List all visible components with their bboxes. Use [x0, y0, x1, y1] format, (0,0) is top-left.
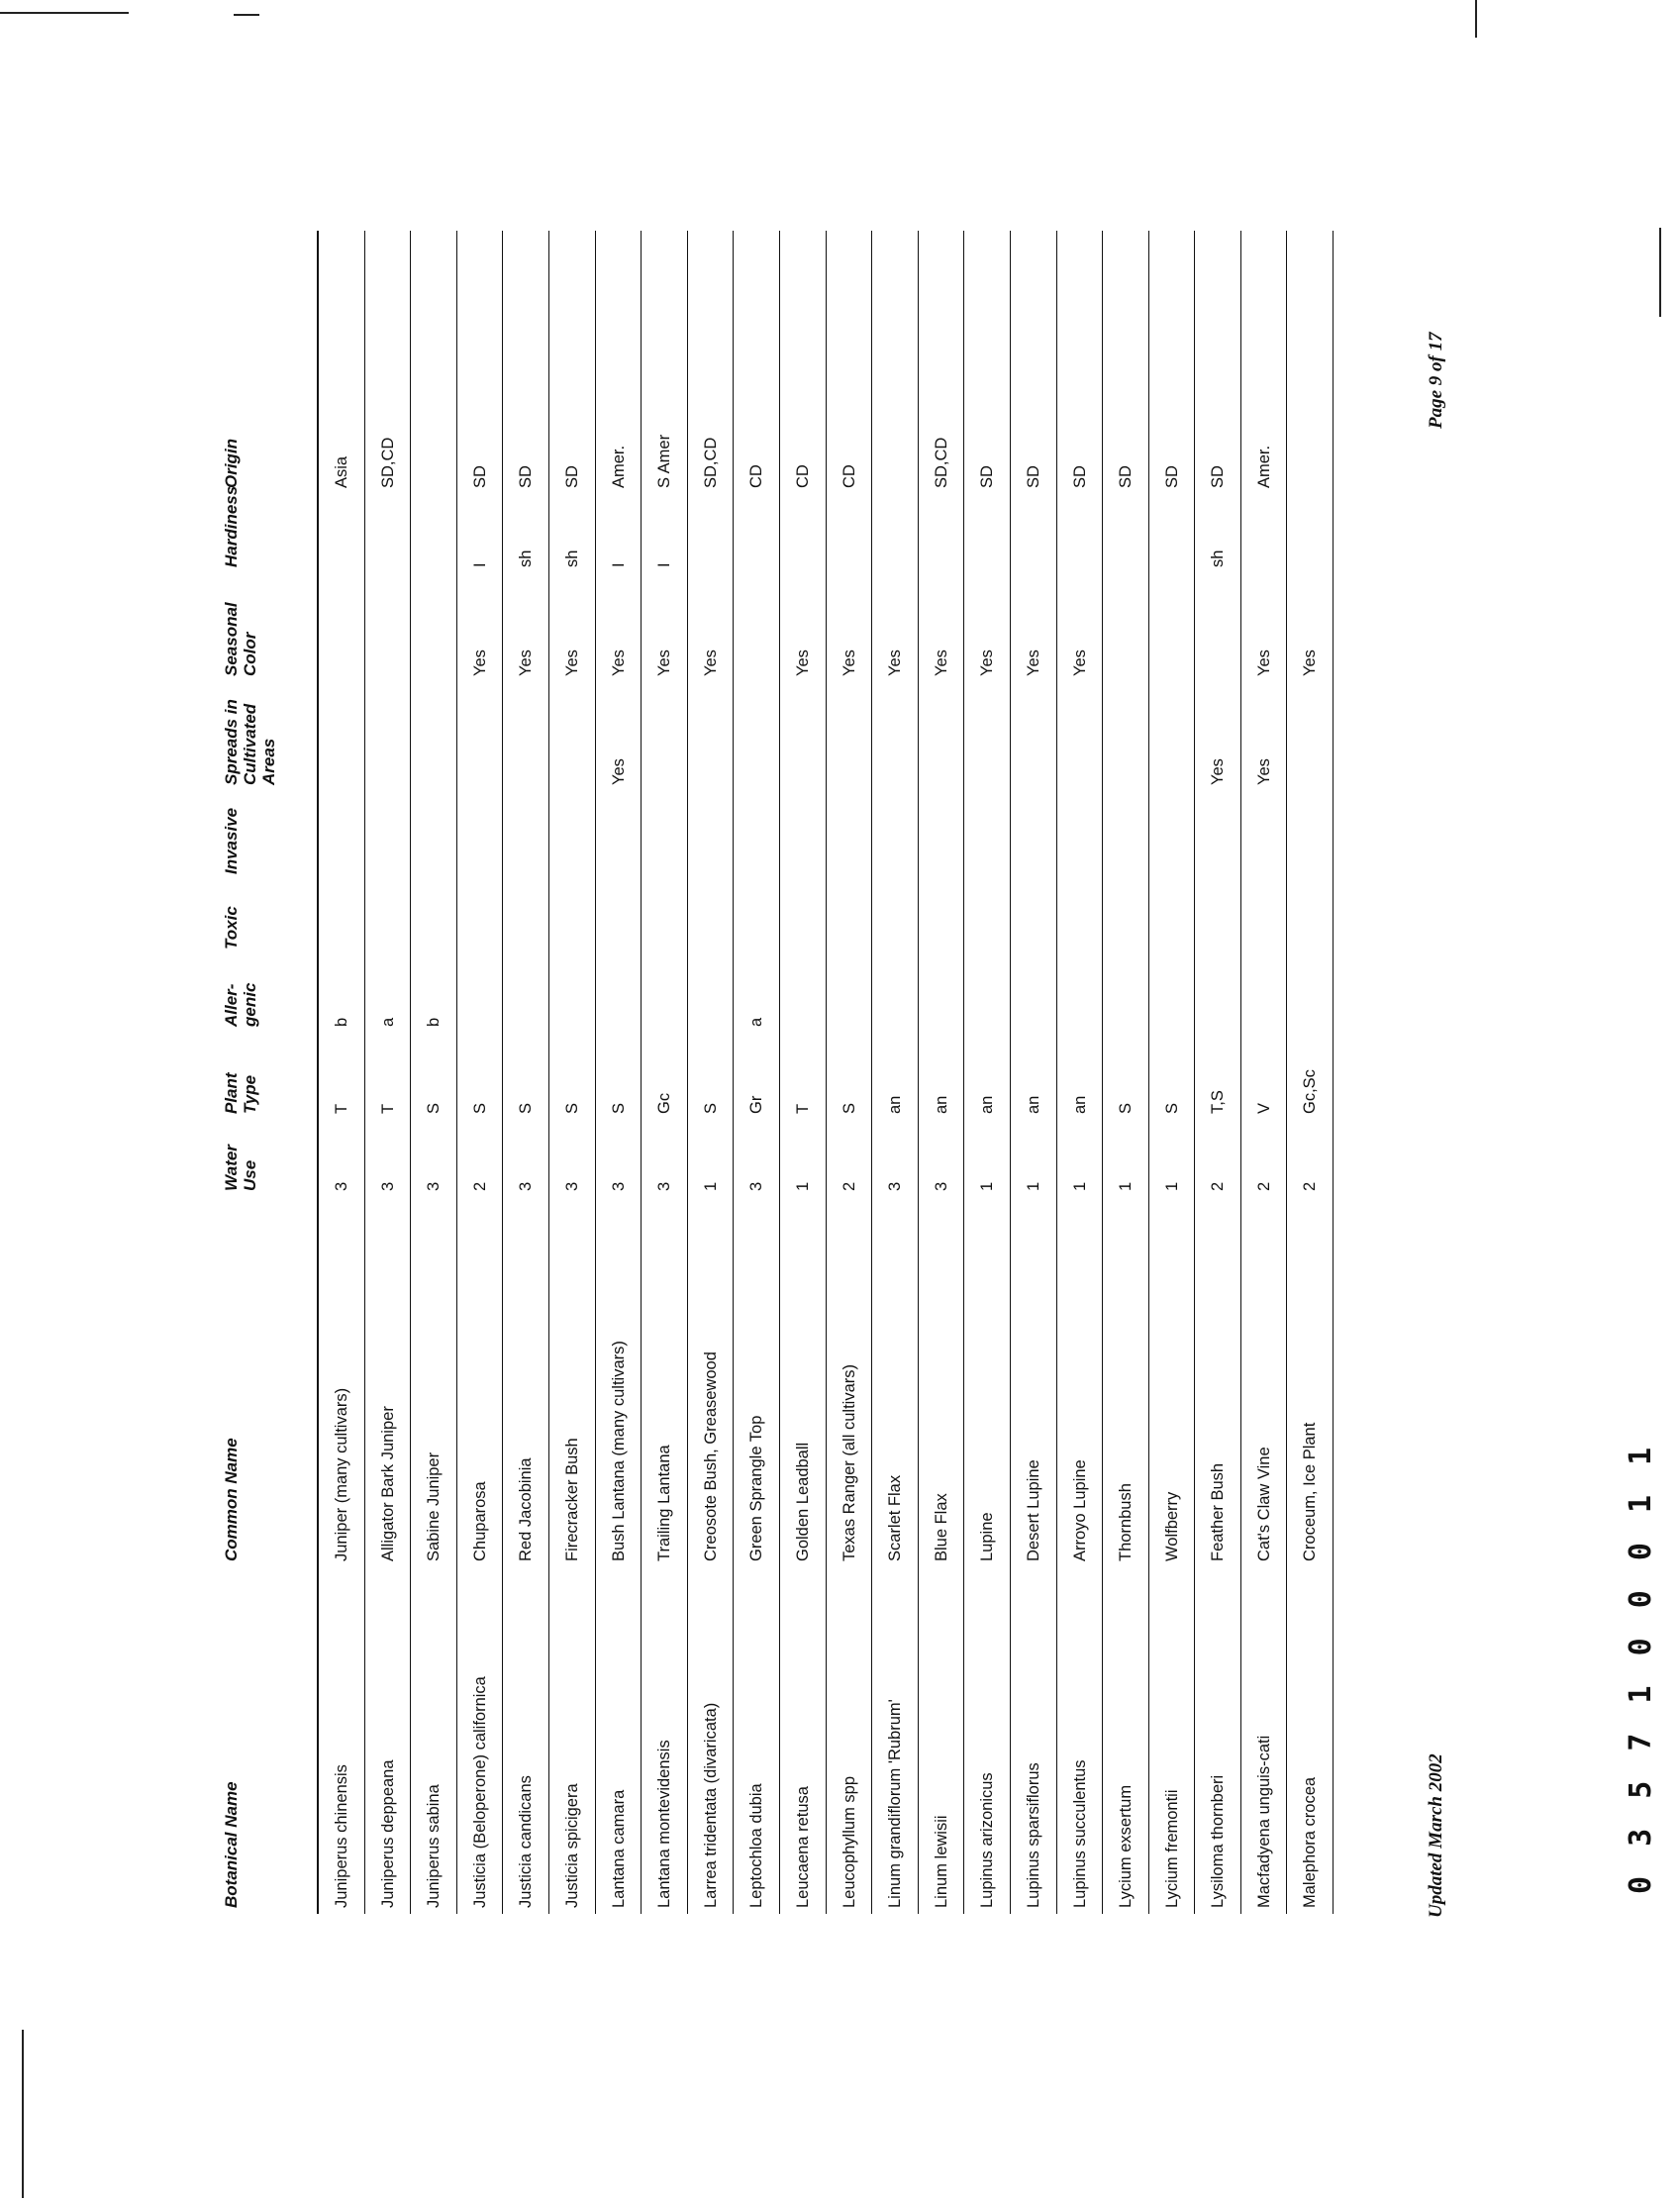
cell-hardiness: sh — [1209, 550, 1228, 567]
cell-water-use: 1 — [1024, 1181, 1042, 1191]
cell-common-name: Feather Bush — [1209, 1462, 1228, 1561]
cell-spreads: Yes — [1209, 758, 1228, 785]
cell-common-name: Scarlet Flax — [886, 1474, 905, 1561]
table-row — [919, 231, 965, 1914]
cell-origin: SD — [1070, 465, 1089, 488]
cell-common-name: Creosote Bush, Greasewood — [701, 1351, 720, 1561]
header-toxic: Toxic — [222, 906, 241, 950]
cell-common-name: Blue Flax — [932, 1493, 950, 1561]
cell-allergenic: b — [425, 1017, 444, 1027]
cell-water-use: 1 — [978, 1181, 997, 1191]
table-row — [1195, 231, 1241, 1914]
cell-hardiness: I — [655, 562, 674, 567]
table-row — [964, 231, 1011, 1914]
header-common: Common Name — [222, 1438, 241, 1561]
cell-botanical-name: Macfadyena unguis-cati — [1254, 1735, 1273, 1908]
cell-origin: SD — [1209, 465, 1228, 488]
header-allergenic: Aller- genic — [222, 982, 259, 1027]
cell-plant-type: Gc — [655, 1092, 674, 1114]
cell-allergenic: b — [333, 1017, 350, 1027]
table-header — [210, 231, 319, 1914]
cell-botanical-name: Justicia candicans — [517, 1775, 536, 1908]
cell-botanical-name: Lycium fremontii — [1162, 1789, 1181, 1908]
cell-botanical-name: Larrea tridentata (divaricata) — [701, 1702, 720, 1908]
table-row — [365, 231, 412, 1914]
cell-water-use: 1 — [1162, 1181, 1181, 1191]
cell-water-use: 3 — [886, 1181, 905, 1191]
cell-botanical-name: Malephora crocea — [1301, 1776, 1320, 1908]
cell-seasonal-color: Yes — [562, 650, 581, 676]
document-stamp: 0 3 5 7 1 0 0 0 1 1 — [1624, 1441, 1658, 1894]
header-hardiness: Hardiness — [222, 485, 241, 567]
table-row — [780, 231, 827, 1914]
cell-water-use: 2 — [1209, 1181, 1228, 1191]
table-row — [1057, 231, 1104, 1914]
cell-origin: SD — [517, 465, 536, 488]
cell-origin: CD — [840, 464, 858, 488]
cell-origin: SD — [978, 465, 997, 488]
cell-botanical-name: Lantana camara — [609, 1789, 628, 1908]
cell-origin: SD,CD — [378, 437, 397, 488]
cell-common-name: Thornbush — [1117, 1483, 1136, 1561]
cell-plant-type: S — [470, 1102, 489, 1114]
cell-plant-type: S — [517, 1102, 536, 1114]
cell-seasonal-color: Yes — [886, 650, 905, 676]
cell-hardiness: I — [470, 562, 489, 567]
cell-water-use: 3 — [378, 1181, 397, 1191]
cell-common-name: Trailing Lantana — [655, 1445, 674, 1561]
cell-allergenic: a — [378, 1017, 397, 1027]
cell-water-use: 3 — [609, 1181, 628, 1191]
cell-origin: SD,CD — [701, 437, 720, 488]
cell-seasonal-color: Yes — [978, 650, 997, 676]
cell-water-use: 2 — [1301, 1181, 1320, 1191]
cell-water-use: 3 — [333, 1181, 350, 1191]
cell-origin: Amer. — [1254, 445, 1273, 488]
cell-plant-type: S — [609, 1102, 628, 1114]
cell-hardiness: sh — [562, 550, 581, 567]
cell-water-use: 1 — [793, 1181, 812, 1191]
cell-origin: Asia — [333, 455, 350, 488]
cell-common-name: Wolfberry — [1162, 1491, 1181, 1561]
cell-botanical-name: Linum lewisii — [932, 1815, 950, 1908]
cell-seasonal-color: Yes — [517, 650, 536, 676]
cell-common-name: Firecracker Bush — [562, 1438, 581, 1561]
cell-plant-type: T — [793, 1103, 812, 1114]
cell-plant-type: T,S — [1209, 1090, 1228, 1114]
cell-botanical-name: Leucaena retusa — [793, 1786, 812, 1908]
updated-date: Updated March 2002 — [1426, 1753, 1446, 1918]
cell-botanical-name: Lupinus sparsiflorus — [1024, 1762, 1042, 1908]
cell-water-use: 2 — [840, 1181, 858, 1191]
table-row — [503, 231, 549, 1914]
cell-plant-type: S — [1117, 1102, 1136, 1114]
table-row — [411, 231, 457, 1914]
cell-common-name: Desert Lupine — [1024, 1459, 1042, 1561]
table-row — [734, 231, 780, 1914]
cell-seasonal-color: Yes — [1024, 650, 1042, 676]
cell-water-use: 3 — [425, 1181, 444, 1191]
cell-common-name: Cat's Claw Vine — [1254, 1447, 1273, 1561]
cell-plant-type: Gc,Sc — [1301, 1069, 1320, 1114]
cell-seasonal-color: Yes — [793, 650, 812, 676]
cell-water-use: 3 — [747, 1181, 766, 1191]
table-row — [872, 231, 919, 1914]
cell-common-name: Arroyo Lupine — [1070, 1459, 1089, 1561]
cell-water-use: 3 — [932, 1181, 950, 1191]
cell-common-name: Juniper (many cultivars) — [333, 1387, 350, 1561]
cell-water-use: 3 — [562, 1181, 581, 1191]
cell-botanical-name: Lycium exsertum — [1117, 1784, 1136, 1908]
cell-botanical-name: Juniperus sabina — [425, 1784, 444, 1908]
header-seasonal: Seasonal Color — [222, 602, 259, 676]
cell-botanical-name: Lupinus succulentus — [1070, 1759, 1089, 1908]
table-row — [688, 231, 735, 1914]
cell-botanical-name: Juniperus deppeana — [378, 1759, 397, 1908]
header-water: Water Use — [222, 1145, 259, 1191]
cell-botanical-name: Juniperus chinensis — [333, 1764, 350, 1908]
cell-botanical-name: Lupinus arizonicus — [978, 1772, 997, 1908]
cell-botanical-name: Justicia spicigera — [562, 1783, 581, 1908]
cell-seasonal-color: Yes — [470, 650, 489, 676]
cell-origin: Amer. — [609, 445, 628, 488]
cell-common-name: Green Sprangle Top — [747, 1415, 766, 1561]
cell-common-name: Texas Ranger (all cultivars) — [840, 1364, 858, 1561]
cell-common-name: Chuparosa — [470, 1481, 489, 1561]
cell-origin: S Amer — [655, 434, 674, 488]
cell-origin: SD — [1024, 465, 1042, 488]
cell-seasonal-color: Yes — [932, 650, 950, 676]
cell-plant-type: V — [1254, 1102, 1273, 1114]
cell-plant-type: Gr — [747, 1095, 766, 1114]
cell-spreads: Yes — [609, 758, 628, 785]
cell-water-use: 1 — [1070, 1181, 1089, 1191]
cell-water-use: 1 — [701, 1181, 720, 1191]
cell-plant-type: an — [932, 1095, 950, 1114]
cell-plant-type: S — [425, 1102, 444, 1114]
cell-botanical-name: Lysiloma thornberi — [1209, 1774, 1228, 1908]
header-spreads: Spreads in Cultivated Areas — [222, 699, 278, 785]
header-invasive: Invasive — [222, 807, 241, 874]
table-row — [457, 231, 504, 1914]
cell-common-name: Croceum, Ice Plant — [1301, 1422, 1320, 1561]
table-row — [549, 231, 596, 1914]
cell-seasonal-color: Yes — [1254, 650, 1273, 676]
cell-origin: CD — [793, 464, 812, 488]
cell-allergenic: a — [747, 1017, 766, 1027]
cell-common-name: Sabine Juniper — [425, 1451, 444, 1561]
cell-botanical-name: Leucophyllum spp — [840, 1776, 858, 1908]
cell-common-name: Lupine — [978, 1512, 997, 1561]
header-origin: Origin — [222, 438, 241, 488]
cell-seasonal-color: Yes — [840, 650, 858, 676]
cell-hardiness: sh — [517, 550, 536, 567]
cell-plant-type: S — [701, 1102, 720, 1114]
cell-botanical-name: Justicia (Beloperone) californica — [470, 1676, 489, 1908]
table-row — [319, 231, 365, 1914]
cell-water-use: 2 — [470, 1181, 489, 1191]
cell-plant-type: S — [1162, 1102, 1181, 1114]
cell-seasonal-color: Yes — [655, 650, 674, 676]
table-body — [319, 231, 1334, 1914]
cell-botanical-name: Linum grandiflorum 'Rubrum' — [886, 1699, 905, 1908]
cell-seasonal-color: Yes — [609, 650, 628, 676]
cell-water-use: 2 — [1254, 1181, 1273, 1191]
cell-botanical-name: Leptochloa dubia — [747, 1783, 766, 1908]
cell-origin: SD — [1117, 465, 1136, 488]
cell-common-name: Alligator Bark Juniper — [378, 1406, 397, 1561]
cell-water-use: 1 — [1117, 1181, 1136, 1191]
cell-plant-type: an — [886, 1095, 905, 1114]
cell-botanical-name: Lantana montevidensis — [655, 1740, 674, 1908]
header-botanical: Botanical Name — [222, 1781, 241, 1908]
page-number: Page 9 of 17 — [1426, 332, 1446, 429]
cell-common-name: Bush Lantana (many cultivars) — [609, 1341, 628, 1561]
table-row — [1103, 231, 1149, 1914]
cell-seasonal-color: Yes — [1301, 650, 1320, 676]
cell-origin: SD — [470, 465, 489, 488]
cell-plant-type: S — [562, 1102, 581, 1114]
cell-water-use: 3 — [655, 1181, 674, 1191]
cell-hardiness: I — [609, 562, 628, 567]
cell-seasonal-color: Yes — [1070, 650, 1089, 676]
cell-origin: SD,CD — [932, 437, 950, 488]
cell-plant-type: T — [378, 1103, 397, 1114]
cell-common-name: Golden Leadball — [793, 1442, 812, 1561]
cell-spreads: Yes — [1254, 758, 1273, 785]
table-row — [1011, 231, 1057, 1914]
header-plant-type: Plant Type — [222, 1072, 259, 1114]
cell-plant-type: T — [333, 1103, 350, 1114]
plant-table — [210, 231, 1334, 1914]
table-row — [827, 231, 873, 1914]
cell-seasonal-color: Yes — [701, 650, 720, 676]
cell-origin: SD — [562, 465, 581, 488]
cell-common-name: Red Jacobinia — [517, 1457, 536, 1561]
table-row — [596, 231, 642, 1914]
cell-plant-type: an — [978, 1095, 997, 1114]
cell-plant-type: an — [1024, 1095, 1042, 1114]
table-row — [1241, 231, 1288, 1914]
table-row — [1287, 231, 1334, 1914]
cell-water-use: 3 — [517, 1181, 536, 1191]
cell-plant-type: S — [840, 1102, 858, 1114]
cell-origin: SD — [1162, 465, 1181, 488]
table-row — [642, 231, 688, 1914]
cell-plant-type: an — [1070, 1095, 1089, 1114]
table-row — [1149, 231, 1196, 1914]
cell-origin: CD — [747, 464, 766, 488]
